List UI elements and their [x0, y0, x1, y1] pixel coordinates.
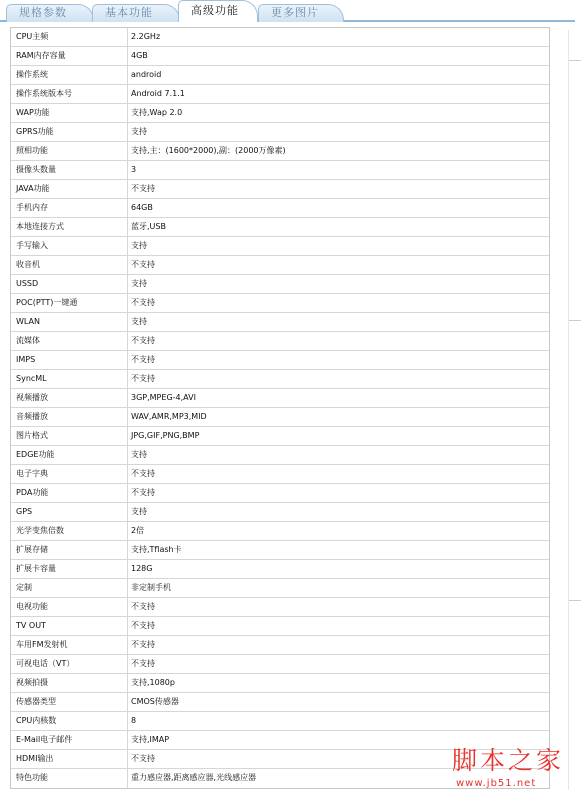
spec-value: 支持	[131, 317, 147, 326]
spec-label: 摄像头数量	[11, 161, 128, 179]
spec-label: 电子字典	[11, 465, 128, 483]
spec-label: 流媒体	[11, 332, 128, 350]
spec-value: 128G	[131, 564, 153, 573]
spec-label: 本地连接方式	[11, 218, 128, 236]
spec-table	[10, 27, 550, 789]
spec-label: 手机内存	[11, 199, 128, 217]
table-row	[11, 180, 549, 199]
table-row	[11, 28, 549, 47]
table-row	[11, 142, 549, 161]
spec-value: 支持	[131, 507, 147, 516]
spec-value: 不支持	[131, 621, 155, 630]
table-row	[11, 218, 549, 237]
tab-more-images[interactable]: 更多图片	[258, 4, 344, 22]
table-row	[11, 256, 549, 275]
spec-label: 照相功能	[11, 142, 128, 160]
spec-label: 操作系统版本号	[11, 85, 128, 103]
spec-label: IMPS	[11, 351, 128, 369]
spec-label: 可视电话（VT）	[11, 655, 128, 673]
spec-value: 不支持	[131, 298, 155, 307]
spec-value: 3	[131, 165, 137, 174]
spec-value: 不支持	[131, 336, 155, 345]
spec-value: 不支持	[131, 184, 155, 193]
side-tick	[569, 320, 581, 321]
spec-label: 音频播放	[11, 408, 128, 426]
table-row	[11, 427, 549, 446]
table-row	[11, 655, 549, 674]
side-divider	[568, 30, 569, 790]
spec-label: 操作系统	[11, 66, 128, 84]
watermark-title: 脚本之家	[452, 746, 565, 775]
spec-label: CPU内核数	[11, 712, 128, 730]
spec-value: 不支持	[131, 260, 155, 269]
spec-label: 视频拍摄	[11, 674, 128, 692]
spec-label: POC(PTT)一键通	[11, 294, 128, 312]
table-row	[11, 503, 549, 522]
table-row	[11, 598, 549, 617]
spec-value: 2.2GHz	[131, 32, 161, 41]
spec-value: 支持,Wap 2.0	[131, 108, 183, 117]
spec-label: 扩展存储	[11, 541, 128, 559]
spec-label: 光学变焦倍数	[11, 522, 128, 540]
table-row	[11, 104, 549, 123]
spec-label: 特色功能	[11, 769, 128, 788]
spec-label: 收音机	[11, 256, 128, 274]
side-tick	[569, 60, 581, 61]
table-row	[11, 47, 549, 66]
spec-label: 图片格式	[11, 427, 128, 445]
table-row	[11, 636, 549, 655]
table-row	[11, 579, 549, 598]
spec-value: 不支持	[131, 374, 155, 383]
table-row	[11, 617, 549, 636]
table-row	[11, 674, 549, 693]
spec-label: CPU主频	[11, 28, 128, 46]
spec-label: GPS	[11, 503, 128, 521]
spec-value: 支持,IMAP	[131, 735, 170, 744]
spec-value: 不支持	[131, 659, 155, 668]
watermark-logo	[450, 746, 578, 796]
spec-label: 视频播放	[11, 389, 128, 407]
table-row	[11, 465, 549, 484]
table-row	[11, 389, 549, 408]
table-row	[11, 332, 549, 351]
tab-specs[interactable]: 规格参数	[6, 4, 94, 22]
spec-label: 传感器类型	[11, 693, 128, 711]
table-row	[11, 237, 549, 256]
spec-value: Android 7.1.1	[131, 89, 185, 98]
spec-label: PDA功能	[11, 484, 128, 502]
spec-label: RAM内存容量	[11, 47, 128, 65]
table-row	[11, 66, 549, 85]
table-row	[11, 370, 549, 389]
spec-label: 手写输入	[11, 237, 128, 255]
spec-label: WLAN	[11, 313, 128, 331]
spec-value: JPG,GIF,PNG,BMP	[131, 431, 200, 440]
spec-label: EDGE功能	[11, 446, 128, 464]
table-row	[11, 85, 549, 104]
tab-advanced-features[interactable]: 高级功能	[178, 0, 258, 22]
spec-value: 不支持	[131, 754, 155, 763]
tab-basic-features[interactable]: 基本功能	[92, 4, 180, 22]
spec-label: 电视功能	[11, 598, 128, 616]
spec-value: 支持	[131, 279, 147, 288]
table-row	[11, 446, 549, 465]
spec-label: WAP功能	[11, 104, 128, 122]
spec-value: 2倍	[131, 526, 145, 535]
spec-label: E-Mail电子邮件	[11, 731, 128, 749]
spec-value: 不支持	[131, 355, 155, 364]
spec-label: USSD	[11, 275, 128, 293]
spec-label: GPRS功能	[11, 123, 128, 141]
spec-value: 非定制手机	[131, 583, 171, 592]
spec-value: android	[131, 70, 162, 79]
spec-label: SyncML	[11, 370, 128, 388]
spec-label: 定制	[11, 579, 128, 597]
table-row	[11, 522, 549, 541]
spec-value: 4GB	[131, 51, 148, 60]
table-row	[11, 161, 549, 180]
spec-label: JAVA功能	[11, 180, 128, 198]
table-row	[11, 123, 549, 142]
spec-value: 支持,主：(1600*2000),副：(2000万像素)	[131, 146, 286, 155]
table-row	[11, 199, 549, 218]
spec-value: 不支持	[131, 469, 155, 478]
tab-bar	[0, 0, 583, 22]
spec-value: 支持,1080p	[131, 678, 175, 687]
table-row	[11, 294, 549, 313]
spec-value: 不支持	[131, 640, 155, 649]
spec-value: 支持	[131, 127, 147, 136]
table-row	[11, 313, 549, 332]
spec-value: 8	[131, 716, 137, 725]
table-row	[11, 408, 549, 427]
spec-value: 支持	[131, 241, 147, 250]
spec-label: TV OUT	[11, 617, 128, 635]
spec-value: CMOS传感器	[131, 697, 179, 706]
spec-value: 64GB	[131, 203, 153, 212]
spec-value: 支持	[131, 450, 147, 459]
table-row	[11, 693, 549, 712]
table-row	[11, 560, 549, 579]
spec-value: 3GP,MPEG-4,AVI	[131, 393, 196, 402]
spec-value: 不支持	[131, 602, 155, 611]
watermark-url: www.jb51.net	[456, 778, 537, 789]
spec-value: 蓝牙,USB	[131, 222, 166, 231]
spec-value: 不支持	[131, 488, 155, 497]
spec-value: 重力感应器,距离感应器,光线感应器	[131, 773, 257, 782]
side-tick	[569, 600, 581, 601]
table-row	[11, 351, 549, 370]
spec-value: 支持,Tflash卡	[131, 545, 182, 554]
spec-value: WAV,AMR,MP3,MID	[131, 412, 207, 421]
spec-label: 车用FM发射机	[11, 636, 128, 654]
table-row	[11, 275, 549, 294]
table-row	[11, 712, 549, 731]
spec-label: 扩展卡容量	[11, 560, 128, 578]
table-row	[11, 484, 549, 503]
table-row	[11, 541, 549, 560]
spec-label: HDMI输出	[11, 750, 128, 768]
